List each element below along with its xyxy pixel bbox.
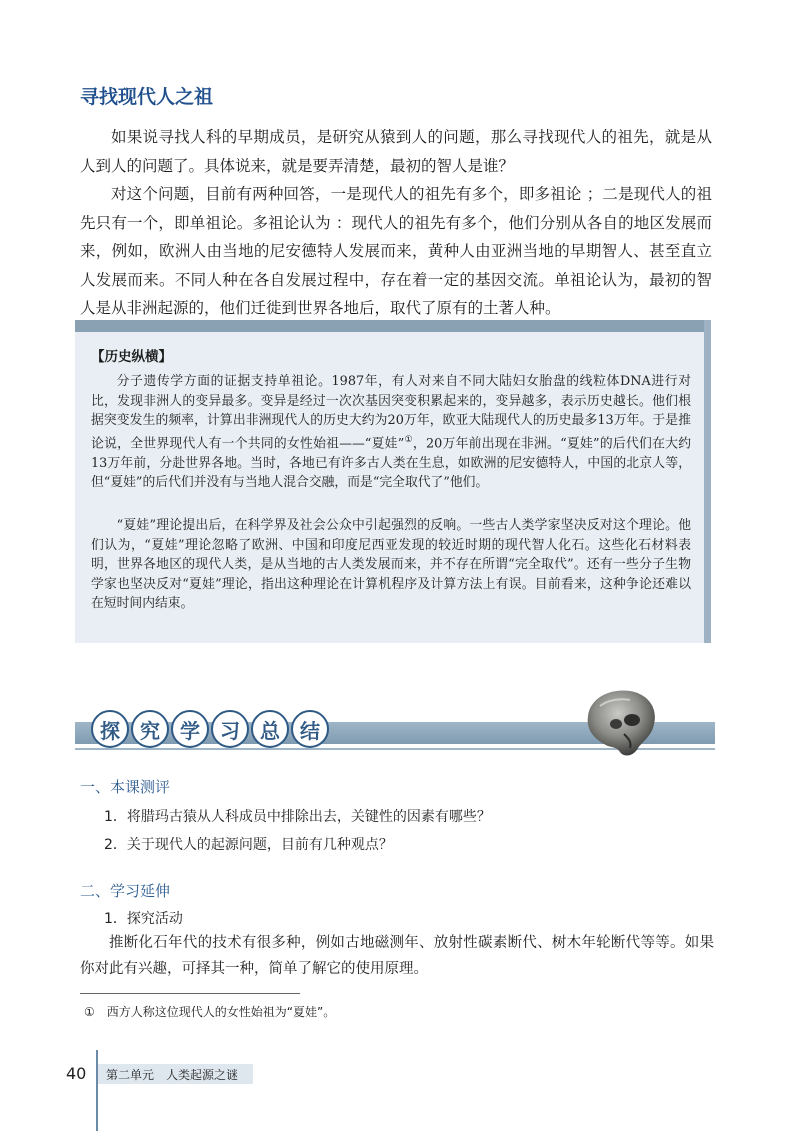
banner-char: 总 (251, 710, 289, 748)
extension-heading: 二、学习延伸 (80, 882, 171, 900)
footnote: ① 西方人称这位现代人的女性始祖为“夏娃”。 (84, 1005, 336, 1019)
chapter-label: 第二单元 人类起源之谜 (106, 1068, 239, 1082)
banner-char: 探 (91, 710, 129, 748)
box-top-bar (75, 320, 711, 332)
review-heading: 一、本课测评 (80, 778, 171, 796)
activity-text: 推断化石年代的技术有很多种，例如古地磁测年、放射性碳素断代、树木年轮断代等等。如果你对此有兴趣，可择其一种，简单了解它的使用原理。 (80, 935, 714, 977)
banner-char: 学 (171, 710, 209, 748)
history-sidebar-box (75, 320, 711, 643)
review-question: 2．关于现代人的起源问题，目前有几种观点？ (104, 837, 393, 853)
box-paragraph-1 (91, 372, 691, 493)
box-paragraph-2: “夏娃”理论提出后，在科学界及社会公众中引起强烈的反响。一些古人类学家坚决反对这个理论。他们认为，“夏娃”理论忽略了欧洲、中国和印度尼西亚发现的较近时期的现代智人化石。这些化石材料表明，世界各地区的现代人类，是从当地的古人类发展而来，并不存在所谓“完全取代”。还有一些分子生物学家也坚决反对“夏娃”理论，指出这种理论在计算机程序及计算方法上有误。目前看来，这种争论还难以在短时间内结束。 (91, 518, 691, 612)
box-right-bar (704, 320, 711, 643)
banner-char: 结 (291, 710, 329, 748)
skull-fossil-image (580, 686, 660, 760)
banner-char: 究 (131, 710, 169, 748)
footer-vertical-rule (96, 1050, 98, 1131)
banner-title (91, 710, 329, 748)
activity-title: 1．探究活动 (104, 911, 183, 927)
box-text-before-footnote: 分子遗传学方面的证据支持单祖论。1987年，有人对来自不同大陆妇女胎盘的线粒体DNA进行对比，发现非洲人的变异最多。变异是经过一次次基因突变积累起来的，变异越多，表示历史越长。他们根据突变发生的频率，计算出非洲现代人的历史大约为20万年，欧亚大陆现代人的历史最多13万年。于是推论说，全世界现代人有一个共同的女性始祖——“夏娃” (91, 374, 691, 452)
review-question: 1．将腊玛古猿从人科成员中排除出去，关键性的因素有哪些？ (104, 809, 491, 825)
section-title: 寻找现代人之祖 (80, 86, 214, 108)
page-number: 40 (66, 1064, 87, 1083)
banner-char: 习 (211, 710, 249, 748)
intro-paragraph: 如果说寻找人科的早期成员，是研究从猿到人的问题，那么寻找现代人的祖先，就是从人到人的问题了。具体说来，就是要弄清楚，最初的智人是谁？ (80, 128, 712, 175)
box-title: 【历史纵横】 (91, 349, 172, 365)
footnote-marker: ① (404, 434, 413, 445)
theories-paragraph: 对这个问题，目前有两种回答，一是现代人的祖先有多个，即多祖论 ；二是现代人的祖先只有一个，即单祖论。多祖论认为 ：现代人的祖先有多个，他们分别从各自的地区发展而来，例如，欧洲人由当地的尼安德特人发展而来，黄种人由亚洲当地的早期智人、甚至直立人发展而来。不同人种在各自发展过程中，存在着一定的基因交流。单祖论认为，最初的智人是从非洲起源的，他们迁徙到世界各地后，取代了原有的土著人种。 (80, 185, 712, 317)
box-text-after-footnote: ，20万年前出现在非洲。“夏娃”的后代们在大约13万年前，分赴世界各地。当时，各地已有许多古人类在生息，如欧洲的尼安德特人，中国的北京人等，但“夏娃”的后代们并没有与当地人混合交融，而是“完全取代了”他们。 (91, 436, 691, 491)
footnote-divider (80, 993, 300, 994)
